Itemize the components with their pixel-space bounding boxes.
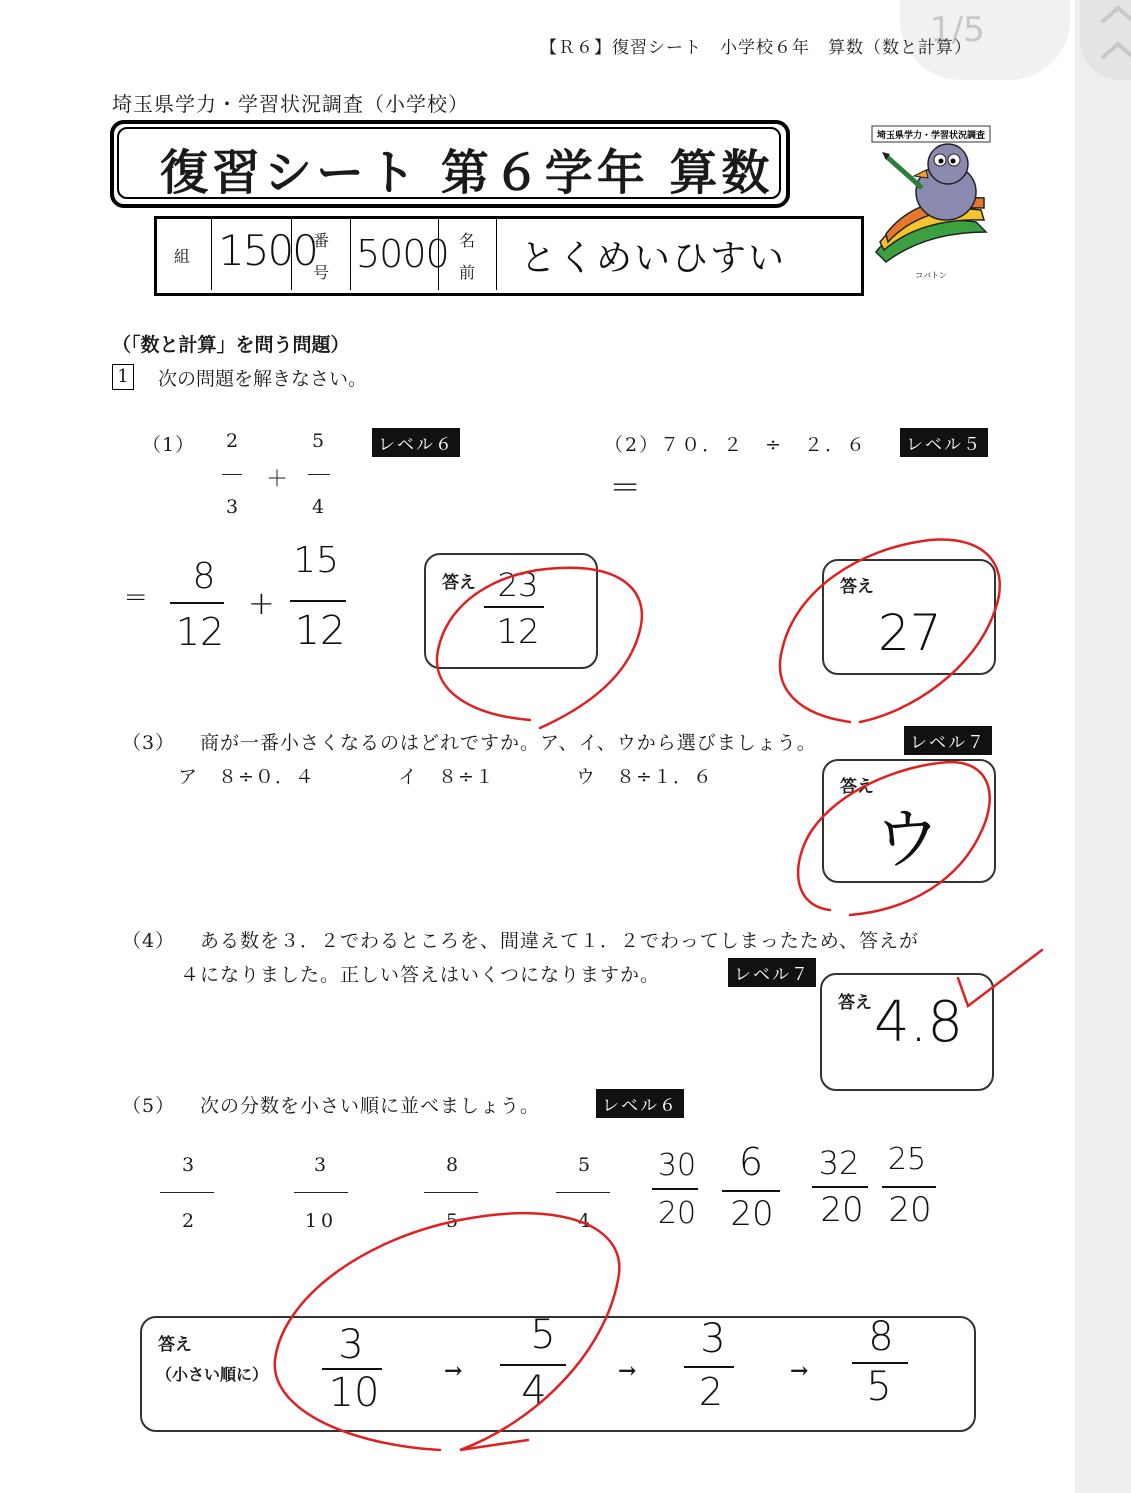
q4-answer-label: 答え bbox=[838, 993, 872, 1013]
q5-work-bar bbox=[722, 1190, 780, 1192]
chevron-up-icon bbox=[1080, 0, 1131, 80]
q5-answer-den[interactable]: 5 bbox=[866, 1364, 892, 1410]
table-divider bbox=[211, 216, 212, 290]
q1-answer-bar bbox=[484, 606, 544, 608]
q5-answer-num[interactable]: 3 bbox=[700, 1316, 726, 1362]
q5-frac-num: 8 bbox=[445, 1154, 459, 1176]
q5-work-bar bbox=[812, 1186, 868, 1188]
q5-frac-den: 10 bbox=[304, 1210, 338, 1232]
q5-work-num: 6 bbox=[738, 1140, 764, 1184]
q1-work-f2-den: 12 bbox=[294, 608, 346, 654]
name-label-1: 名 bbox=[459, 231, 476, 250]
q5-answer-bar bbox=[684, 1366, 734, 1368]
q1-work-f2-num: 15 bbox=[293, 540, 339, 581]
q5-answer-den[interactable]: 4 bbox=[521, 1368, 547, 1414]
q4-text-line2: ４になりました。正しい答えはいくつになりますか。 bbox=[180, 964, 661, 986]
problem-number-box: 1 bbox=[112, 364, 134, 390]
q1-work-f1-den: 12 bbox=[175, 610, 225, 654]
q1-answer-label: 答え bbox=[442, 573, 476, 593]
q1-work-equals: = bbox=[124, 580, 148, 613]
q5-frac-bar bbox=[294, 1192, 348, 1193]
q5-answer-den[interactable]: 2 bbox=[698, 1370, 724, 1414]
q5-frac-den: 4 bbox=[577, 1210, 591, 1232]
q5-frac-den: 5 bbox=[445, 1210, 459, 1232]
class-label: 組 bbox=[174, 247, 191, 266]
q5-level-badge: レベル６ bbox=[596, 1089, 684, 1118]
q2-answer[interactable]: 27 bbox=[878, 604, 942, 662]
table-divider bbox=[350, 216, 351, 290]
q5-work-den: 20 bbox=[730, 1194, 774, 1234]
q4-answer[interactable]: 4.8 bbox=[874, 990, 964, 1055]
q5-arrow: → bbox=[618, 1358, 637, 1384]
q2-work: = bbox=[610, 466, 641, 507]
q5-work-num: 30 bbox=[657, 1148, 697, 1183]
q5-text: 次の分数を小さい順に並べましょう。 bbox=[200, 1095, 541, 1117]
q1-frac2-num: 5 bbox=[311, 430, 325, 452]
q2-text: （2）７０．２ ÷ ２．６ bbox=[604, 434, 868, 456]
q1-frac1-num: 2 bbox=[225, 430, 239, 452]
q1-work-f2-bar bbox=[290, 600, 346, 602]
q3-number: （3） bbox=[122, 732, 176, 754]
q1-number: （1） bbox=[142, 434, 196, 456]
q1-frac1-bar bbox=[222, 474, 242, 475]
q5-frac-bar bbox=[556, 1192, 610, 1193]
q5-answer-label: 答え bbox=[158, 1335, 192, 1355]
q2-answer-label: 答え bbox=[840, 577, 874, 597]
q5-work-num: 32 bbox=[818, 1144, 860, 1182]
q5-answer-sublabel: （小さい順に） bbox=[156, 1365, 269, 1384]
page-indicator: 1/5 bbox=[930, 10, 985, 50]
q5-arrow: → bbox=[444, 1358, 463, 1384]
q3-option-a: ア ８÷０．４ bbox=[178, 766, 315, 788]
q5-arrow: → bbox=[790, 1358, 809, 1384]
mascot-kobaton bbox=[866, 122, 996, 282]
q5-answer-num[interactable]: 8 bbox=[868, 1314, 894, 1360]
instruction-text: 次の問題を解きなさい。 bbox=[158, 368, 368, 390]
q1-frac2-bar bbox=[308, 474, 330, 475]
q3-text: 商が一番小さくなるのはどれですか。ア、イ、ウから選びましょう。 bbox=[200, 732, 817, 754]
q5-frac-bar bbox=[424, 1192, 478, 1193]
q3-level-badge: レベル７ bbox=[904, 726, 992, 755]
q5-work-den: 20 bbox=[657, 1196, 697, 1231]
name-value[interactable]: とくめいひすい bbox=[520, 238, 787, 279]
table-divider bbox=[496, 216, 497, 290]
q4-number: （4） bbox=[122, 930, 176, 952]
q1-work-f1-bar bbox=[170, 602, 224, 604]
viewer-side-panel bbox=[1075, 0, 1131, 1493]
survey-name: 埼玉県学力・学習状況調査（小学校） bbox=[112, 92, 469, 116]
q5-work-bar bbox=[652, 1188, 698, 1190]
q3-answer-label: 答え bbox=[840, 777, 874, 797]
q5-frac-den: 2 bbox=[181, 1210, 195, 1232]
name-label-2: 前 bbox=[459, 263, 476, 282]
mascot-banner: 埼玉県学力・学習状況調査 bbox=[876, 131, 986, 141]
q1-frac1-den: 3 bbox=[225, 496, 239, 518]
q5-work-num: 25 bbox=[887, 1142, 927, 1177]
q3-answer[interactable]: ウ bbox=[874, 801, 940, 878]
q1-answer-num[interactable]: 23 bbox=[497, 566, 539, 604]
q4-text-line1: ある数を３．２でわるところを、間違えて１．２でわってしまったため、答えが bbox=[200, 930, 920, 952]
q1-work-f1-num: 8 bbox=[192, 556, 216, 597]
q5-frac-num: 3 bbox=[313, 1154, 327, 1176]
q5-work-den: 20 bbox=[820, 1190, 864, 1230]
q1-work-plus: + bbox=[248, 584, 275, 622]
q2-level-badge: レベル５ bbox=[900, 428, 988, 457]
section-heading: （「数と計算」を問う問題） bbox=[112, 334, 350, 356]
q3-option-u: ウ ８÷１．６ bbox=[576, 766, 713, 788]
q5-answer-den[interactable]: 10 bbox=[328, 1370, 380, 1416]
number-value[interactable]: 5000 bbox=[356, 232, 449, 276]
class-value[interactable]: 1500 bbox=[218, 226, 317, 275]
number-label-2: 号 bbox=[313, 263, 330, 282]
q1-plus: ＋ bbox=[266, 467, 289, 492]
q5-answer-bar bbox=[500, 1364, 566, 1366]
q4-level-badge: レベル７ bbox=[728, 958, 816, 987]
q5-answer-num[interactable]: 3 bbox=[338, 1322, 364, 1368]
number-label-1: 番 bbox=[313, 231, 330, 250]
q5-answer-num[interactable]: 5 bbox=[530, 1312, 556, 1358]
q1-frac2-den: 4 bbox=[311, 496, 325, 518]
q5-frac-num: 5 bbox=[577, 1154, 591, 1176]
q5-frac-num: 3 bbox=[181, 1154, 195, 1176]
q5-work-bar bbox=[882, 1186, 936, 1188]
scroll-up-button[interactable] bbox=[1080, 0, 1131, 80]
sheet-header: 【Ｒ６】復習シート 小学校６年 算数（数と計算） bbox=[540, 38, 972, 58]
q1-level-badge: レベル６ bbox=[372, 428, 460, 457]
q3-option-i: イ ８÷１ bbox=[398, 766, 495, 788]
q5-work-den: 20 bbox=[888, 1190, 932, 1230]
mascot-name: コバトン bbox=[915, 271, 947, 280]
q5-number: （5） bbox=[122, 1095, 176, 1117]
q1-answer-den[interactable]: 12 bbox=[496, 612, 540, 652]
q5-frac-bar bbox=[160, 1192, 214, 1193]
page-title: 復習シート 第６学年 算数 bbox=[160, 145, 774, 201]
